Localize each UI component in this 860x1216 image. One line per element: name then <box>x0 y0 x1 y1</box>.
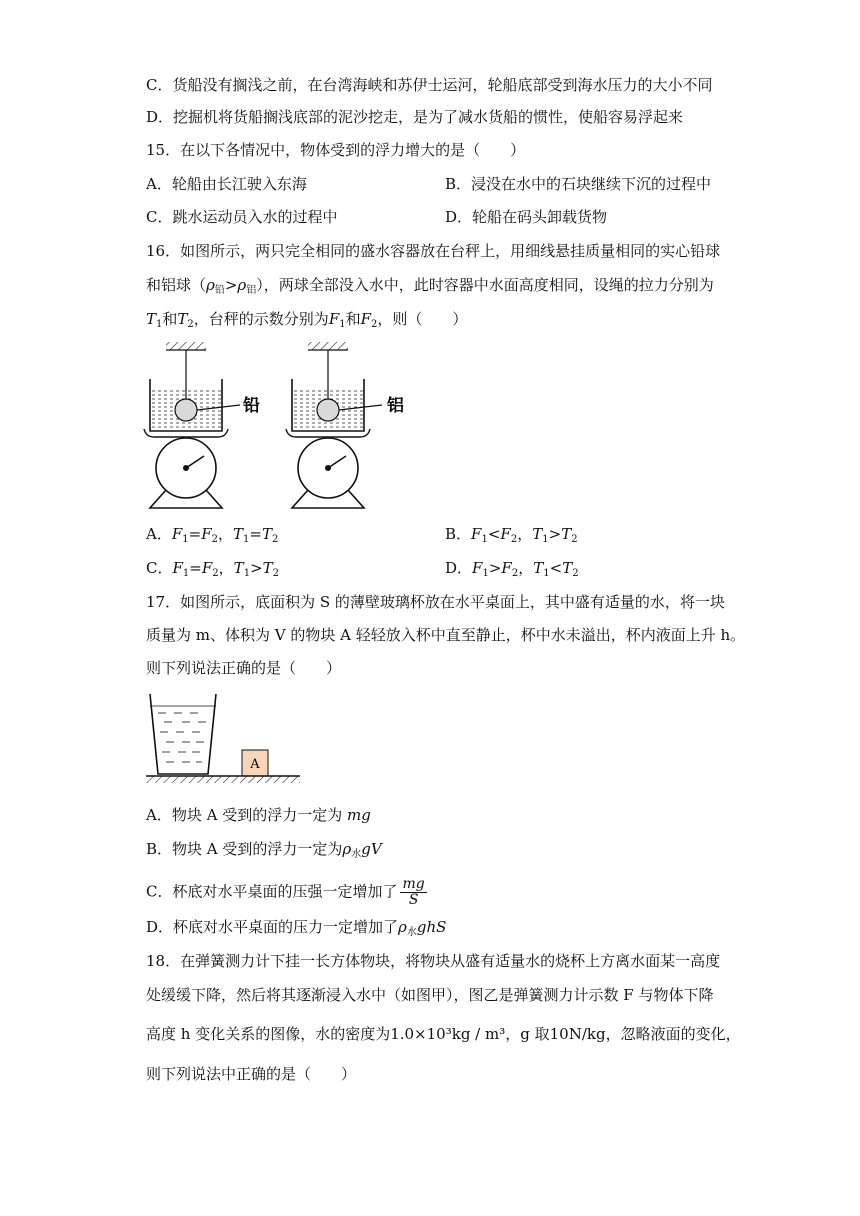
q16-option-a: A．$F_1=F_2$，$T_1=T_2$ <box>146 525 279 545</box>
q15-option-c: C．跳水运动员入水的过程中 <box>146 208 338 226</box>
q17-figure <box>144 692 304 784</box>
q16-option-d: D．$F_1>F_2$，$T_1<T_2$ <box>445 559 579 579</box>
q16-option-b: B．$F_1<F_2$，$T_1>T_2$ <box>445 525 578 545</box>
q16-stem-line3: $T_1$和$T_2$，台秤的示数分别为$F_1$和$F_2$，则（ ） <box>146 310 468 330</box>
q17-option-a: A．物块 A 受到的浮力一定为 mg <box>146 806 371 824</box>
lead-ball <box>175 399 197 421</box>
scale-right <box>286 342 382 508</box>
q17-option-c: C．杯底对水平桌面的压强一定增加了 $\frac{mg}{S}$ <box>146 876 425 908</box>
block-a-label: A <box>250 757 260 772</box>
q18-line4: 则下列说法中正确的是（ ） <box>146 1065 357 1083</box>
q17-option-b: B．物块 A 受到的浮力一定为$\rho_水gV$ <box>146 840 382 860</box>
q15-option-d: D．轮船在码头卸载货物 <box>445 208 608 226</box>
q18-line3: 高度 h 变化关系的图像，水的密度为1.0×10³kg / m³，g 取10N/kg，忽略液面的变化， <box>146 1025 741 1043</box>
q18-line2: 处缓缓下降，然后将其逐渐浸入水中（如图甲），图乙是弹簧测力计示数 F 与物体下降 <box>146 986 714 1004</box>
q16-figure <box>140 337 440 512</box>
fraction-mg-over-s: $\frac{mg}{S}$ <box>402 876 425 908</box>
q17-stem-line1: 17．如图所示，底面积为 S 的薄壁玻璃杯放在水平桌面上，其中盛有适量的水，将一块 <box>146 593 725 611</box>
aluminum-ball <box>317 399 339 421</box>
q16-option-c: C．$F_1=F_2$，$T_1>T_2$ <box>146 559 280 579</box>
q14-option-c: C．货船没有搁浅之前，在台湾海峡和苏伊士运河，轮船底部受到海水压力的大小不同 <box>146 76 713 94</box>
q16-stem-line1: 16．如图所示，两只完全相同的盛水容器放在台秤上，用细线悬挂质量相同的实心铅球 <box>146 242 721 260</box>
label-lead: 铅 <box>243 396 260 416</box>
q14-option-d: D．挖掘机将货船搁浅底部的泥沙挖走，是为了减水货船的惯性，使船容易浮起来 <box>146 108 684 126</box>
label-aluminum: 铝 <box>387 396 404 416</box>
q15-option-b: B．浸没在水中的石块继续下沉的过程中 <box>445 175 712 193</box>
q18-line1: 18．在弹簧测力计下挂一长方体物块，将物块从盛有适量水的烧杯上方离水面某一高度 <box>146 952 721 970</box>
scale-left <box>144 342 240 508</box>
q17-stem-line2: 质量为 m、体积为 V 的物块 A 轻轻放入杯中直至静止，杯中水未溢出，杯内液面上升 h。 <box>146 626 746 644</box>
q17-stem-line3: 则下列说法正确的是（ ） <box>146 659 342 677</box>
glass-cup <box>150 694 216 774</box>
q15-option-a: A．轮船由长江驶入东海 <box>146 175 307 193</box>
q15-stem: 15．在以下各情况中，物体受到的浮力增大的是（ ） <box>146 141 526 159</box>
q17-option-d: D．杯底对水平桌面的压力一定增加了$\rho_水ghS$ <box>146 918 447 938</box>
q16-stem-line2: 和铝球$(\rho_铅>\rho_铝)$，两球全部没入水中，此时容器中水面高度相同，设绳的拉力分别为 <box>146 276 714 296</box>
